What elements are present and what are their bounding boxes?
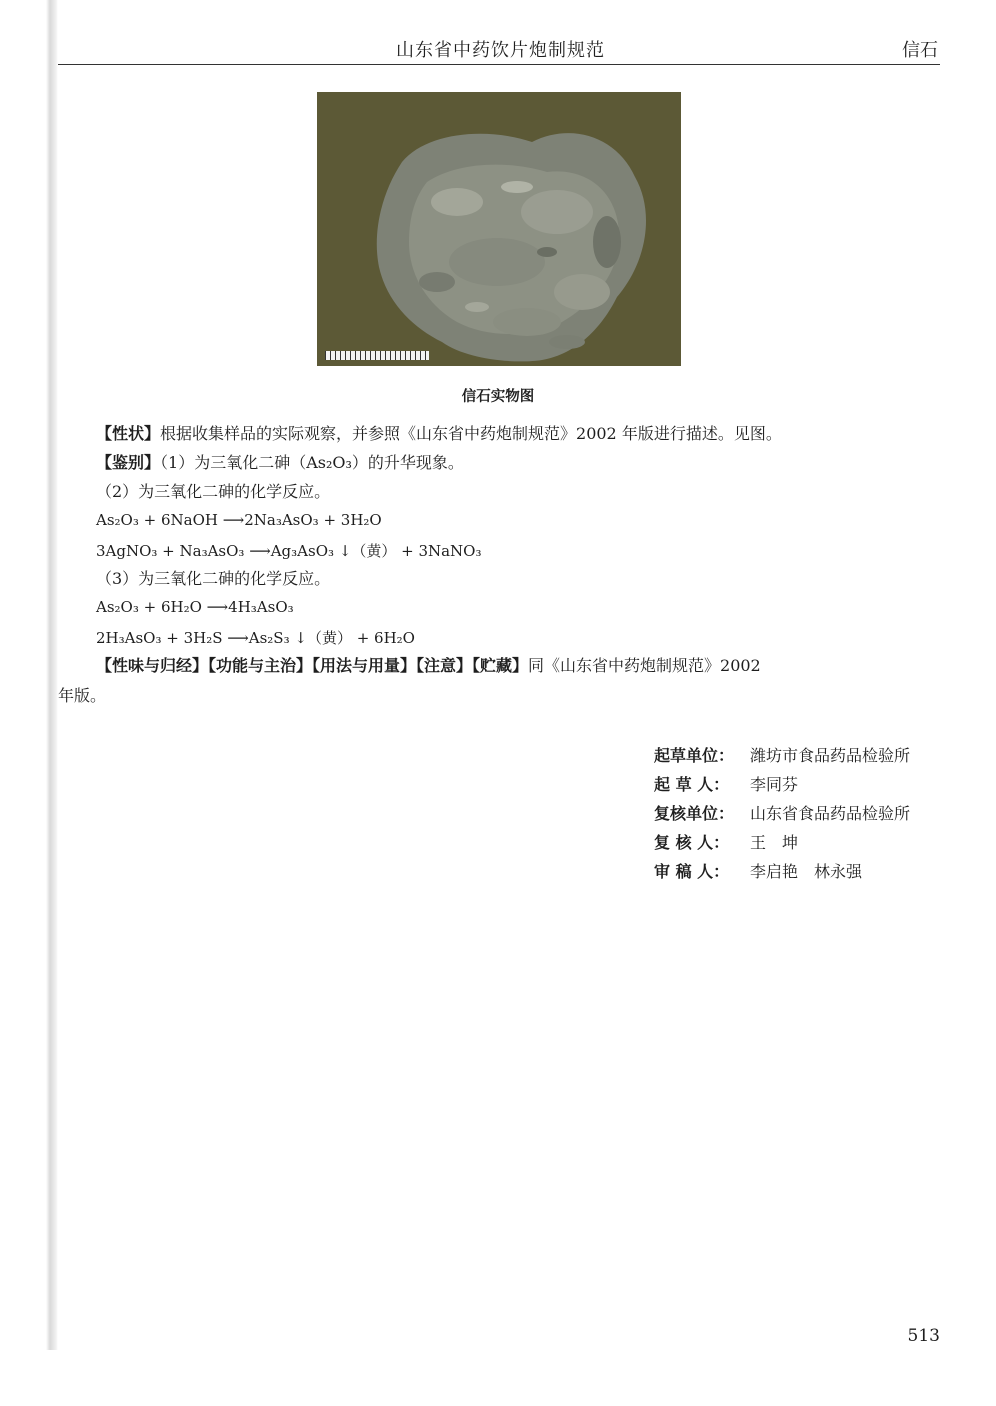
properties-tag: 【性状】 (96, 424, 161, 443)
specimen-photo (317, 92, 681, 366)
drafter-label: 起 草 人： (654, 775, 730, 794)
identification-item-1-text: （1）为三氧化二砷（As₂O₃）的升华现象。 (160, 453, 464, 472)
page-number: 513 (907, 1326, 940, 1346)
other-sections-continuation: 年版。 (58, 686, 107, 705)
equation-2: 3AgNO₃ + Na₃AsO₃ ⟶Ag₃AsO₃ ↓（黄） + 3NaNO₃ (96, 542, 482, 560)
identification-item-3: （3）为三氧化二砷的化学反应。 (96, 569, 331, 588)
equation-4: 2H₃AsO₃ + 3H₂S ⟶As₂S₃ ↓（黄） + 6H₂O (96, 629, 415, 647)
drafting-unit-label: 起草单位： (654, 746, 735, 765)
properties-paragraph (96, 424, 782, 444)
other-sections-paragraph (96, 656, 761, 676)
drafter (654, 772, 798, 795)
editor-label: 审 稿 人： (654, 862, 730, 881)
editor-value: 李启艳 林永强 (750, 862, 863, 881)
scale-ruler (325, 351, 429, 360)
other-sections-tags: 【性味与归经】【功能与主治】【用法与用量】【注意】【贮藏】 (96, 656, 529, 675)
binding-shadow (0, 0, 58, 1350)
review-unit-value: 山东省食品药品检验所 (750, 804, 911, 823)
specimen-image (317, 92, 681, 366)
properties-text: 根据收集样品的实际观察，并参照《山东省中药炮制规范》2002 年版进行描述。见图。 (160, 424, 782, 443)
identification-tag: 【鉴别】 (96, 453, 161, 472)
reviewer-value: 王 坤 (750, 833, 799, 852)
equation-1: As₂O₃ + 6NaOH ⟶2Na₃AsO₃ + 3H₂O (96, 511, 382, 529)
page-header (58, 34, 940, 65)
review-unit (654, 801, 910, 824)
book-title: 山东省中药饮片炮制规范 (396, 40, 605, 61)
drafting-unit-value: 潍坊市食品药品检验所 (750, 746, 911, 765)
drafter-value: 李同芬 (750, 775, 799, 794)
reviewer (654, 830, 798, 853)
reviewer-label: 复 核 人： (654, 833, 730, 852)
other-sections-text: 同《山东省中药炮制规范》2002 (528, 656, 761, 675)
equation-3: As₂O₃ + 6H₂O ⟶4H₃AsO₃ (96, 598, 294, 616)
section-title: 信石 (902, 40, 938, 61)
identification-item-1 (96, 453, 464, 473)
review-unit-label: 复核单位： (654, 804, 735, 823)
identification-item-2: （2）为三氧化二砷的化学反应。 (96, 482, 331, 501)
figure-caption: 信石实物图 (461, 389, 535, 405)
drafting-unit (654, 743, 910, 766)
editor (654, 859, 862, 882)
